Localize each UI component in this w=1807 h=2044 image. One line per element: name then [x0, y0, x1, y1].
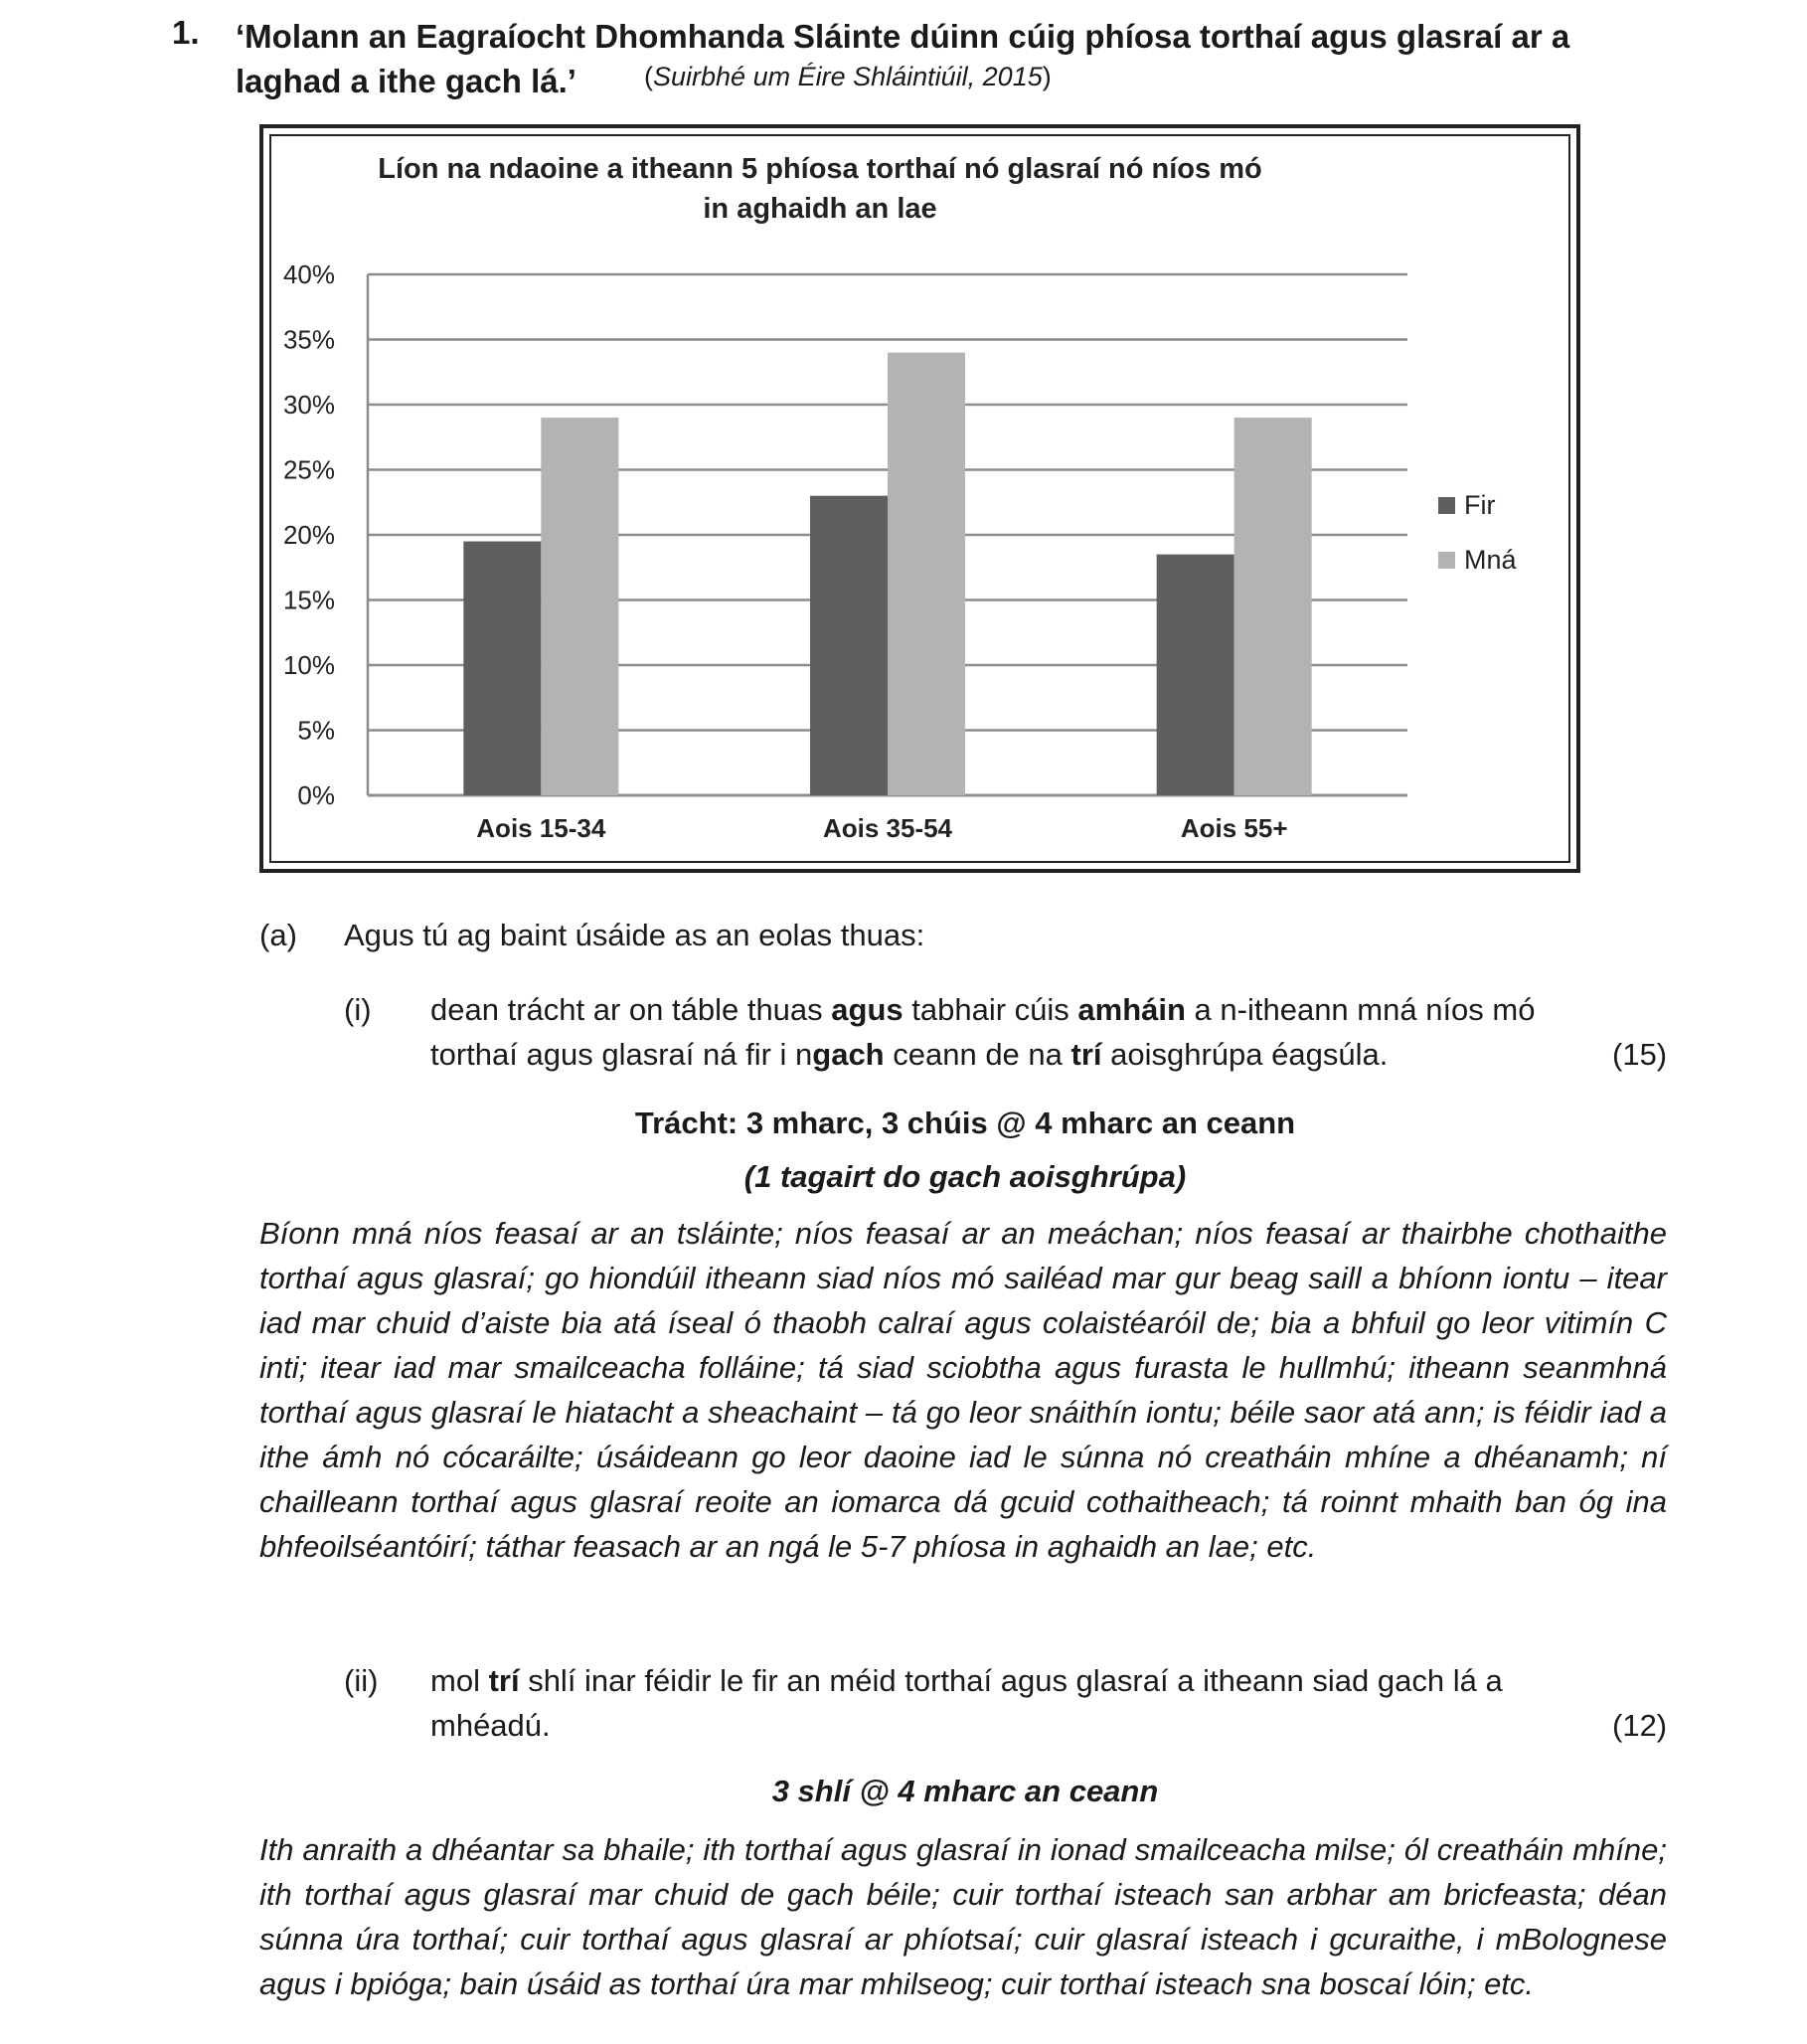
y-tick-label: 35%	[282, 324, 335, 355]
part-i-label: (i)	[344, 992, 372, 1027]
part-i-bold-3: gach	[812, 1037, 885, 1072]
part-ii-text-2: shlí inar féidir le fir an méid torthaí agus glasraí a itheann siad gach lá a mhéadú.	[430, 1663, 1503, 1743]
chart-title-line-2: in aghaidh an lae	[703, 193, 937, 225]
bar-chart	[263, 128, 1576, 869]
bar-fir	[1157, 555, 1234, 795]
legend-label: Mná	[1464, 545, 1517, 575]
part-ii-marks: (12)	[1612, 1708, 1668, 1743]
part-i-bold-1: agus	[831, 992, 904, 1027]
bar-mná	[541, 418, 618, 795]
y-tick-label: 25%	[282, 454, 335, 485]
bar-fir	[463, 542, 541, 795]
part-i-text-1: dean trácht ar on táble thuas	[430, 992, 832, 1027]
y-tick-label: 40%	[282, 259, 335, 289]
chart-legend	[1438, 490, 1518, 575]
legend-swatch	[1438, 552, 1455, 569]
y-tick-label: 20%	[282, 520, 335, 550]
y-tick-label: 0%	[297, 780, 335, 810]
chart-frame	[259, 124, 1580, 873]
category-label: Aois 55+	[1180, 813, 1288, 843]
question-quote: ‘Molann an Eagraíocht Dhomhanda Sláinte dúinn cúig phíosa torthaí agus glasraí ar a laghad a ithe gach lá.’	[236, 18, 1570, 99]
part-i-answer: Bíonn mná níos feasaí ar an tsláinte; níos feasaí ar an meáchan; níos feasaí ar thairbhe chothaithe torthaí agus glasraí; go hiondúil itheann siad níos mó sailéad mar gur beag saill a bhíonn iontu – itear iad mar chuid d’aiste bia atá íseal ó thaobh calraí agus colaistéaróil de; bia a bhfuil go leor vitimín C inti; itear iad mar smailceacha folláine; tá siad sciobtha agus furasta le hullmhú; itheann seanmhná torthaí agus glasraí le hiatacht a sheachaint – tá go leor snáithín iontu; béile saor atá ann; is féidir iad a ithe ámh nó cócaráilte; úsáideann go leor daoine iad le súnna nó creatháin mhíne a dhéanamh; ní chailleann torthaí agus glasraí reoite an iomarca dá gcuid cothaitheach; tá roinnt mhaith ban óg ina bhfeoilséantóirí; táthar feasach ar an ngá le 5-7 phíosa in aghaidh an lae; etc.	[259, 1216, 1667, 1564]
part-ii-answer: Ith anraith a dhéantar sa bhaile; ith torthaí agus glasraí in ionad smailceacha milse; ól creatháin mhíne; ith torthaí agus glasraí mar chuid de gach béile; cuir torthaí isteach san arbhar am bricfeasta; déan súnna úra torthaí; cuir torthaí agus glasraí ar phíotsaí; cuir glasraí isteach i gcuraithe, i mBolognese agus i bpióga; bain úsáid as torthaí úra mar mhilseog; cuir torthaí isteach sna boscaí lóin; etc.	[259, 1832, 1667, 2001]
part-ii-label: (ii)	[344, 1663, 379, 1698]
chart-title-line-1: Líon na ndaoine a itheann 5 phíosa torthaí nó glasraí nó níos mó	[378, 153, 1262, 185]
part-i-text-5: aoisghrúpa éagsúla.	[1101, 1037, 1389, 1072]
bar-mná	[1234, 418, 1312, 795]
y-tick-label: 5%	[297, 715, 335, 746]
part-i-marking-subheading: (1 tagairt do gach aoisghrúpa)	[743, 1159, 1187, 1194]
y-tick-label: 15%	[282, 585, 335, 615]
part-ii-question	[430, 1658, 1593, 1748]
part-i-marking-heading: Trácht: 3 mharc, 3 chúis @ 4 mharc an ceann	[634, 1106, 1296, 1140]
chart-category-labels	[476, 813, 1287, 843]
part-i-bold-2: amháin	[1077, 992, 1186, 1027]
part-i-question	[430, 987, 1593, 1077]
chart-bars	[463, 353, 1311, 795]
part-ii-marking-heading: 3 shlí @ 4 mharc an ceann	[771, 1774, 1159, 1808]
part-a-text: Agus tú ag baint úsáide as an eolas thuas:	[344, 918, 925, 952]
legend-label: Fir	[1464, 490, 1496, 520]
part-i-text-2: tabhair cúis	[903, 992, 1078, 1027]
part-i-bold-4: trí	[1070, 1037, 1102, 1072]
source-text: Suirbhé um Éire Shláintiúil, 2015	[653, 62, 1043, 91]
y-tick-label: 30%	[282, 390, 335, 420]
part-i-text-3: a n-itheann mná níos mó torthaí agus glasraí ná fir i n	[430, 992, 1536, 1072]
part-ii-bold-1: trí	[488, 1663, 520, 1698]
question-source: (Suirbhé um Éire Shláintiúil, 2015)	[644, 62, 1052, 91]
category-label: Aois 15-34	[476, 813, 606, 843]
part-i-marks: (15)	[1612, 1037, 1668, 1072]
part-ii-text-1: mol	[430, 1663, 489, 1698]
bar-fir	[810, 496, 888, 795]
bar-mná	[888, 353, 965, 795]
part-a-label: (a)	[259, 918, 297, 952]
question-number: 1.	[172, 14, 200, 51]
legend-swatch	[1438, 497, 1455, 514]
part-i-text-4: ceann de na	[884, 1037, 1071, 1072]
y-tick-label: 10%	[282, 650, 335, 680]
chart-y-tick-labels	[283, 259, 335, 810]
category-label: Aois 35-54	[822, 813, 953, 843]
